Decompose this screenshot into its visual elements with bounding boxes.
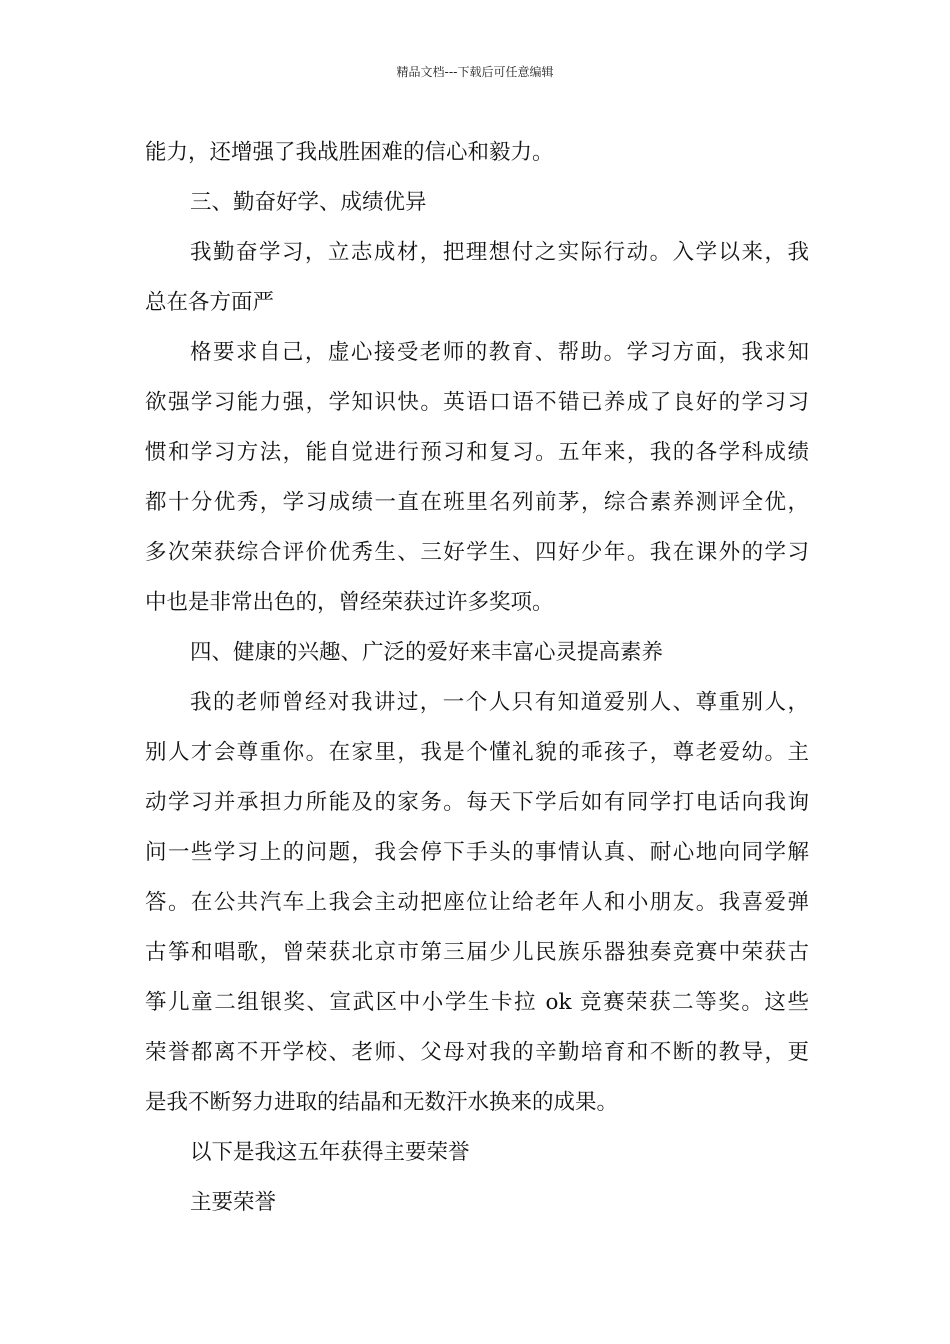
paragraph-line: 以下是我这五年获得主要荣誉 (190, 1140, 470, 1165)
page-header: 精品文档---下载后可任意编辑 (396, 65, 554, 79)
paragraph-line: 是我不断努力进取的结晶和无数汗水换来的成果。 (145, 1090, 619, 1115)
paragraph-line: 我的老师曾经对我讲过，一个人只有知道爱别人、尊重别人， (190, 690, 809, 715)
paragraph-line: 动学习并承担力所能及的家务。每天下学后如有同学打电话向我询 (145, 790, 809, 815)
paragraph-line: 能力，还增强了我战胜困难的信心和毅力。 (145, 140, 554, 165)
paragraph-line: 我勤奋学习，立志成材，把理想付之实际行动。入学以来，我 (190, 240, 809, 265)
paragraph-line: 总在各方面严 (145, 290, 275, 315)
paragraph-line: 古筝和唱歌，曾荣获北京市第三届少儿民族乐器独奏竞赛中荣获古 (145, 940, 809, 965)
paragraph-line: 多次荣获综合评价优秀生、三好学生、四好少年。我在课外的学习 (145, 540, 809, 565)
paragraph-line: 欲强学习能力强，学知识快。英语口语不错已养成了良好的学习习 (145, 390, 809, 415)
paragraph-line: 答。在公共汽车上我会主动把座位让给老年人和小朋友。我喜爱弹 (145, 890, 809, 915)
document-body (145, 128, 809, 1228)
paragraph-line: 荣誉都离不开学校、老师、父母对我的辛勤培育和不断的教导，更 (145, 1040, 809, 1065)
section-heading-3: 三、勤奋好学、成绩优异 (190, 190, 427, 215)
paragraph-line: 都十分优秀，学习成绩一直在班里名列前茅，综合素养测评全优， (145, 490, 809, 515)
paragraph-line: 惯和学习方法，能自觉进行预习和复习。五年来，我的各学科成绩 (145, 440, 809, 465)
paragraph-line: 筝儿童二组银奖、宣武区中小学生卡拉 ok 竞赛荣获二等奖。这些 (145, 990, 809, 1015)
paragraph-line: 中也是非常出色的，曾经荣获过许多奖项。 (145, 590, 554, 615)
paragraph-line: 别人才会尊重你。在家里，我是个懂礼貌的乖孩子，尊老爱幼。主 (145, 740, 809, 765)
paragraph-line: 问一些学习上的问题，我会停下手头的事情认真、耐心地向同学解 (145, 840, 809, 865)
paragraph-line: 格要求自己，虚心接受老师的教育、帮助。学习方面，我求知 (190, 340, 809, 365)
section-heading-honors: 主要荣誉 (190, 1190, 277, 1215)
section-heading-4: 四、健康的兴趣、广泛的爱好来丰富心灵提高素养 (190, 640, 664, 665)
